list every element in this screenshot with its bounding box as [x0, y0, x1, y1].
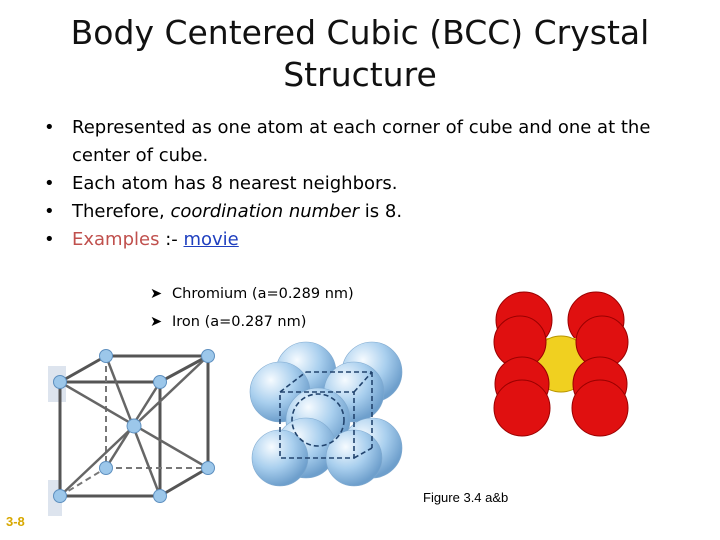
arrow-bullet-icon: ➤	[150, 314, 163, 330]
bullet-neighbors: • Each atom has 8 nearest neighbors.	[44, 170, 684, 198]
examples-label: Examples	[72, 229, 160, 250]
bullet-definition: • Represented as one atom at each corner of cube and one at the center of cube.	[44, 114, 684, 170]
slide-number: 3-8	[6, 514, 25, 529]
sub-bullet-iron: ➤ Iron (a=0.287 nm)	[150, 308, 354, 336]
bcc-unit-cell-diagram	[48, 340, 228, 516]
movie-link[interactable]: movie	[183, 229, 239, 250]
bcc-hard-sphere-model	[246, 340, 408, 488]
bullet-examples: • Examples :- movie	[44, 226, 684, 254]
sub-bullet-list	[150, 280, 354, 336]
slide-title: Body Centered Cubic (BCC) Crystal Structure	[70, 13, 650, 94]
bullet-list	[44, 114, 684, 254]
figure-caption: Figure 3.4 a&b	[423, 490, 509, 505]
bullet-coordination: • Therefore, coordination number is 8.	[44, 198, 684, 226]
sub-bullet-chromium: ➤ Chromium (a=0.289 nm)	[150, 280, 354, 308]
bcc-colored-sphere-model	[486, 280, 636, 448]
arrow-bullet-icon: ➤	[150, 286, 163, 302]
